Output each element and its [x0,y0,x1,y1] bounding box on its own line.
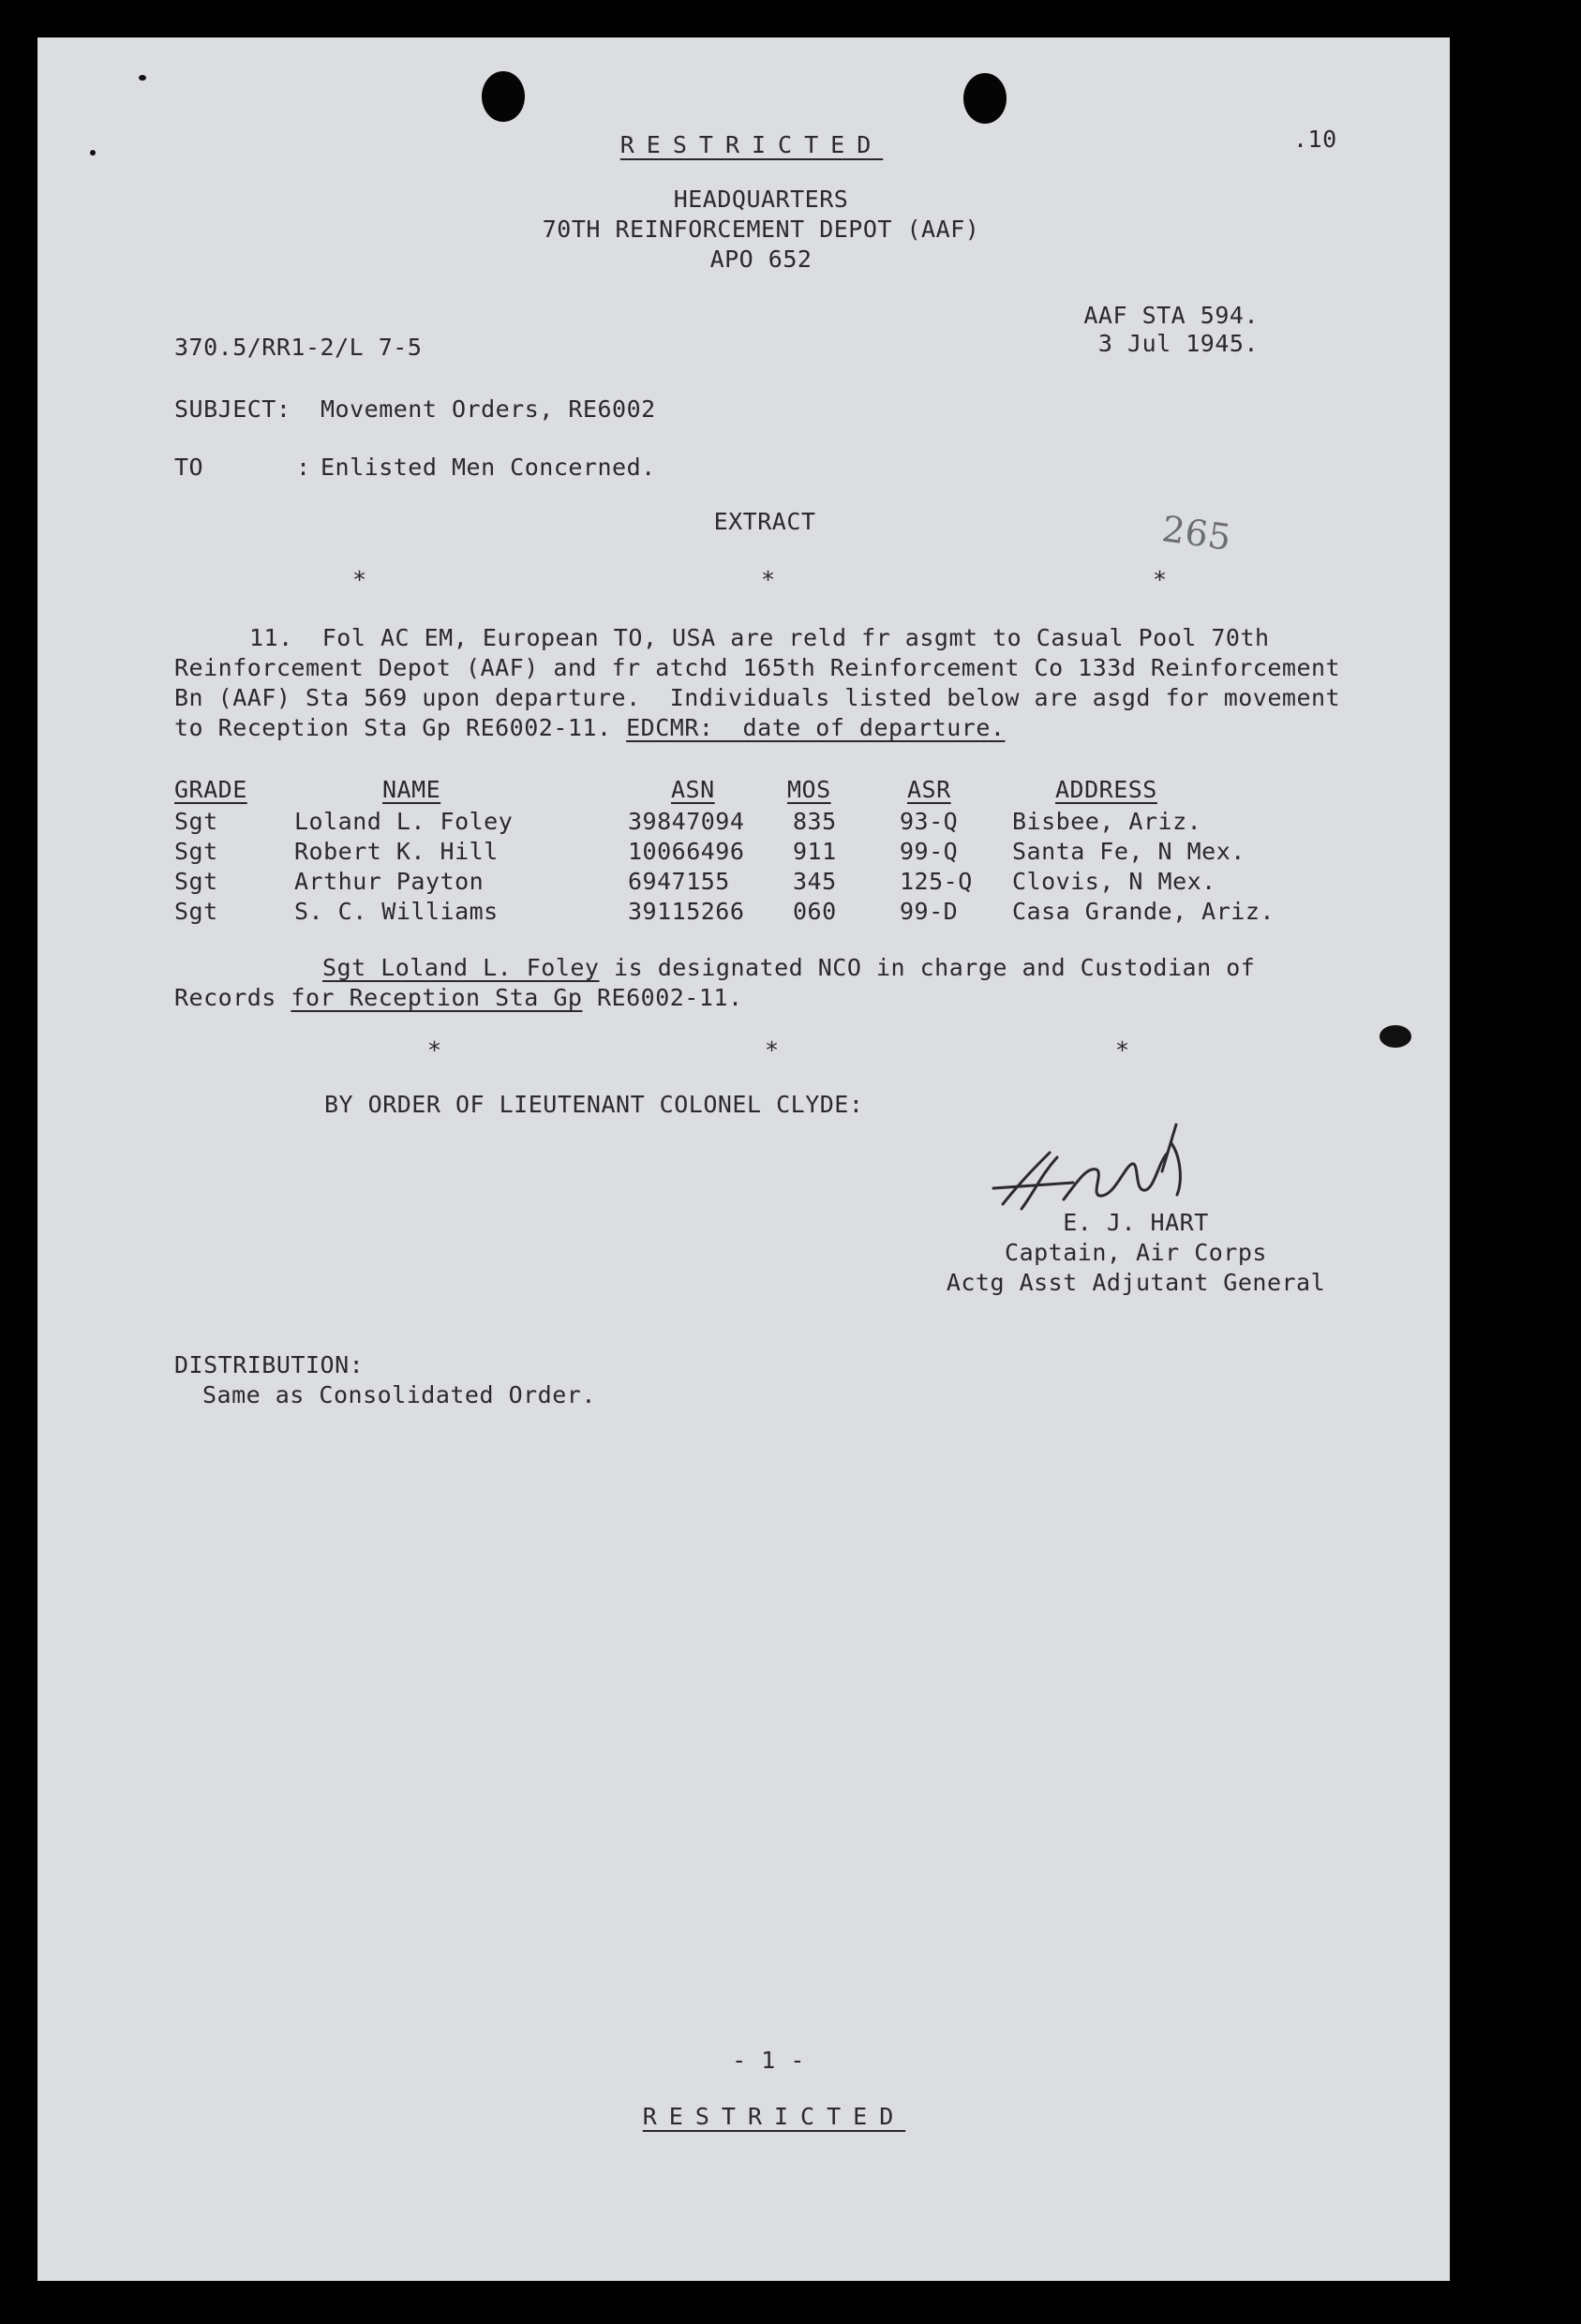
separator-asterisk: * [765,1036,780,1064]
to-colon: : [296,454,311,481]
to-value: Enlisted Men Concerned. [321,454,656,481]
table-header-grade: GRADE [174,776,247,803]
paragraph-line-4 [174,716,1005,739]
cell-asr: 99-Q [900,838,959,865]
distribution-label: DISTRIBUTION: [174,1351,365,1378]
document-page [37,37,1450,2281]
cell-asn: 6947155 [628,868,730,895]
designation-text: is designated NCO in charge and Custodian of [599,954,1256,981]
designation-text: Records [174,984,291,1011]
cell-grade: Sgt [174,808,218,835]
cell-grade: Sgt [174,868,218,895]
file-reference: 370.5/RR1-2/L 7-5 [174,334,423,361]
designation-underlined: for Reception Sta Gp [291,984,583,1011]
by-order-line: BY ORDER OF LIEUTENANT COLONEL CLYDE: [324,1091,864,1118]
cell-name: Loland L. Foley [294,808,514,835]
ink-blot [1380,1025,1411,1048]
table-header-asn: ASN [671,776,715,803]
cell-grade: Sgt [174,838,218,865]
cell-name: Robert K. Hill [294,838,499,865]
heading-line-2: 70TH REINFORCEMENT DEPOT (AAF) [542,216,980,243]
designation-line-1 [322,956,1255,979]
designation-text: RE6002-11. [582,984,743,1011]
cell-mos: 345 [793,868,837,895]
classification-footer: RESTRICTED [642,2103,906,2130]
table-header-name: NAME [382,776,441,803]
heading-line-3: APO 652 [709,246,813,273]
ink-speck [90,150,96,156]
cell-asr: 93-Q [900,808,959,835]
ink-speck [139,75,146,81]
cell-name: Arthur Payton [294,868,485,895]
heading-line-1: HEADQUARTERS [673,186,849,213]
signatory-title: Actg Asst Adjutant General [946,1269,1326,1296]
paragraph-line-1: 11. Fol AC EM, European TO, USA are reld fr asgmt to Casual Pool 70th [249,624,1270,651]
table-header-address: ADDRESS [1055,776,1157,803]
cell-asn: 39115266 [628,898,745,925]
punch-hole-right [963,73,1007,124]
table-header-asr: ASR [907,776,951,803]
cell-mos: 060 [793,898,837,925]
separator-asterisk: * [761,566,776,593]
separator-asterisk: * [1153,566,1168,593]
designation-line-2 [174,986,743,1009]
distribution-value: Same as Consolidated Order. [202,1381,596,1408]
to-label: TO [174,454,204,481]
stamped-number: 265 [1159,508,1234,559]
cell-asr: 99-D [900,898,959,925]
paragraph-line-3: Bn (AAF) Sta 569 upon departure. Individuals listed below are asgd for movement [174,684,1341,711]
subject-value: Movement Orders, RE6002 [321,395,656,423]
designated-nco-name: Sgt Loland L. Foley [322,954,600,981]
cell-mos: 911 [793,838,837,865]
cell-mos: 835 [793,808,837,835]
extract-label: EXTRACT [713,508,816,535]
edcmr-note: EDCMR: date of departure. [626,714,1006,741]
paragraph-line-4-text: to Reception Sta Gp RE6002-11. [174,714,612,741]
signatory-name: E. J. HART [1063,1209,1209,1236]
cell-name: S. C. Williams [294,898,499,925]
punch-hole-left [482,71,525,122]
cell-address: Santa Fe, N Mex. [1012,838,1245,865]
page-number-bottom: - 1 - [732,2047,805,2074]
document-date: 3 Jul 1945. [1097,330,1259,357]
separator-asterisk: * [1115,1036,1130,1064]
cell-address: Clovis, N Mex. [1012,868,1216,895]
cell-asr: 125-Q [900,868,973,895]
cell-grade: Sgt [174,898,218,925]
cell-address: Casa Grande, Ariz. [1012,898,1275,925]
separator-asterisk: * [427,1036,442,1064]
separator-asterisk: * [352,566,367,593]
station-number: AAF STA 594. [1083,302,1259,329]
cell-asn: 10066496 [628,838,745,865]
cell-asn: 39847094 [628,808,745,835]
subject-label: SUBJECT: [174,395,291,423]
classification-header: RESTRICTED [619,131,884,158]
paragraph-line-2: Reinforcement Depot (AAF) and fr atchd 165th Reinforcement Co 133d Reinforcement [174,654,1341,681]
table-header-mos: MOS [787,776,831,803]
signatory-rank: Captain, Air Corps [1005,1239,1267,1266]
cell-address: Bisbee, Ariz. [1012,808,1202,835]
page-number-top: .10 [1293,126,1337,153]
